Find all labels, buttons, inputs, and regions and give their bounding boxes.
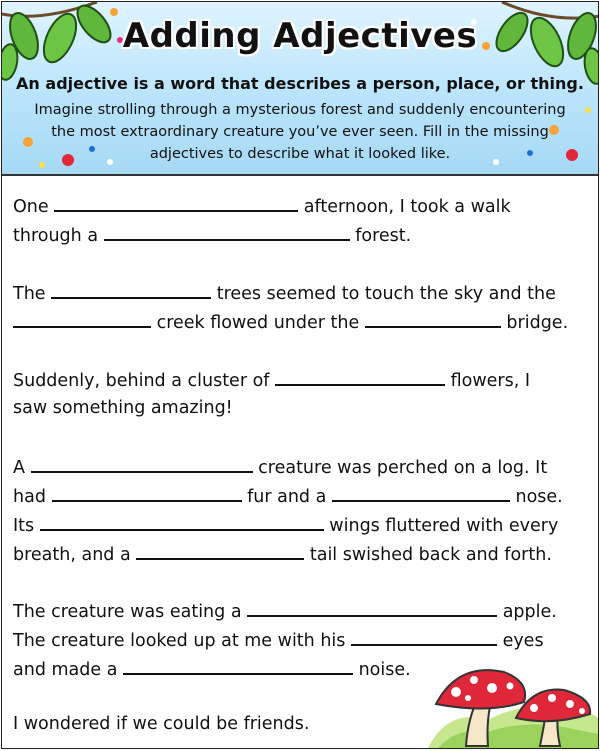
blank-field[interactable]	[365, 308, 501, 328]
story-text: One	[13, 197, 49, 217]
story-line	[13, 279, 556, 305]
story-text: The	[13, 284, 46, 304]
blank-field[interactable]	[351, 626, 497, 646]
story-line	[13, 308, 568, 334]
worksheet-page	[1, 1, 599, 749]
story-text: Suddenly, behind a cluster of	[13, 371, 270, 391]
story-text: Its	[13, 516, 35, 536]
story-text: I wondered if we could be friends.	[13, 714, 310, 734]
story-text: apple.	[502, 602, 557, 622]
story-text: wings fluttered with every	[329, 516, 559, 536]
story-text: fur and a	[247, 487, 327, 507]
story-text: afternoon, I took a walk	[303, 197, 511, 217]
story-text: eyes	[502, 631, 544, 651]
story-text: A	[13, 458, 25, 478]
story-line	[13, 511, 558, 537]
story-line	[13, 366, 530, 392]
story-line	[13, 221, 411, 247]
story-line	[13, 711, 309, 737]
story-text: breath, and a	[13, 545, 131, 565]
story-line	[13, 453, 547, 479]
story-text: tail swished back and forth.	[309, 545, 552, 565]
story-line	[13, 540, 552, 566]
story-line	[13, 192, 511, 218]
story-text: The creature was eating a	[13, 602, 242, 622]
blank-field[interactable]	[13, 308, 151, 328]
story-text: forest.	[355, 226, 412, 246]
blank-field[interactable]	[275, 366, 445, 386]
story-line	[13, 655, 411, 681]
adjective-definition: An adjective is a word that describes a person, place, or thing.	[16, 74, 584, 93]
story-text: The creature looked up at me with his	[13, 631, 346, 651]
instructions-text: Imagine strolling through a mysterious forest and suddenly encountering the most extraordinary creature you’ve ever seen. Fill in the missing adjectives to describe what it looked like.	[34, 102, 566, 162]
story-text: creature was perched on a log. It	[258, 458, 548, 478]
story-text: nose.	[515, 487, 563, 507]
story-text: and made a	[13, 660, 118, 680]
story-text: trees seemed to touch the sky and the	[216, 284, 556, 304]
blank-field[interactable]	[51, 279, 211, 299]
story-text: flowers, I	[450, 371, 531, 391]
blank-field[interactable]	[332, 482, 510, 502]
story-line	[13, 395, 233, 421]
blank-field[interactable]	[52, 482, 242, 502]
story-text: had	[13, 487, 46, 507]
story-text: through a	[13, 226, 99, 246]
story-line	[13, 597, 557, 623]
blank-field[interactable]	[31, 453, 253, 473]
story-text: creek flowed under the	[156, 313, 360, 333]
story-text: bridge.	[506, 313, 569, 333]
blank-field[interactable]	[123, 655, 353, 675]
blank-field[interactable]	[247, 597, 497, 617]
blank-field[interactable]	[40, 511, 324, 531]
mushroom-illustration	[428, 648, 598, 748]
blank-field[interactable]	[104, 221, 350, 241]
story-text: noise.	[358, 660, 411, 680]
page-title: Adding Adjectives	[122, 16, 478, 56]
blank-field[interactable]	[136, 540, 304, 560]
story-line	[13, 482, 563, 508]
worksheet-header	[2, 2, 598, 176]
blank-field[interactable]	[54, 192, 298, 212]
story-text: saw something amazing!	[13, 398, 233, 418]
